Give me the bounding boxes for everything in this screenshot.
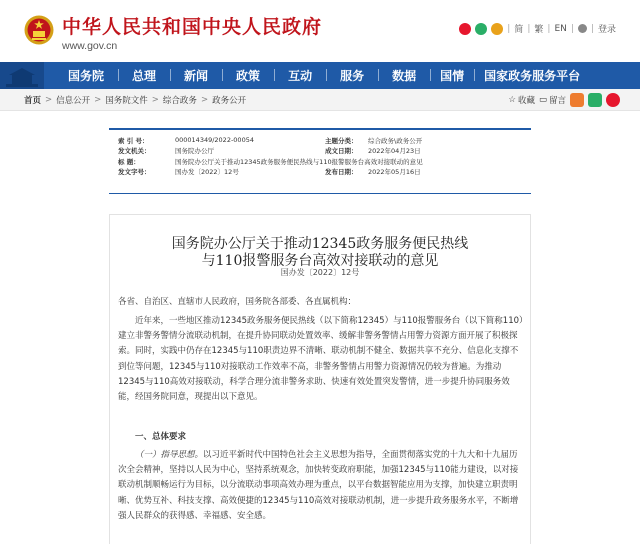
national-emblem-icon[interactable] xyxy=(24,14,54,46)
header-tools: | 简 | 繁 | EN | | 登录 xyxy=(459,22,616,35)
salutation: 各省、自治区、直辖市人民政府，国务院各部委、各直属机构： xyxy=(118,297,357,307)
breadcrumb-general-affairs[interactable]: 综合政务 xyxy=(162,95,197,106)
site-url: www.gov.cn xyxy=(62,40,118,52)
title-value: 国务院办公厅关于推动12345政务服务便民热线与110报警服务台高效对接联动的意见 xyxy=(175,157,423,166)
share-wechat-icon[interactable] xyxy=(588,93,602,107)
subsection-text: 以习近平新时代中国特色社会主义思想为指导，全面贯彻落实党的十九大和十九届历次全会精神，坚持以人民为中心，坚持系统观念，加快转变政府职能，加强12345与110能力建设，以对接联动机制顺畅运行为目标，以分流联动事项高效办理为重点，以平台数据智能应用为支撑，加快建立职责明晰、优势互补、科技支撑、高效便捷的12345与110高效对接联动机制，进一步提升政务服务水平，不断增强人民群众的获得感、幸福感、安全感。 xyxy=(118,450,519,521)
publish-date-value: 2022年05月16日 xyxy=(368,168,421,177)
title-label: 标 题： xyxy=(118,157,140,166)
print-icon: ▭ xyxy=(538,95,547,105)
article-body xyxy=(109,214,531,544)
date-written-label: 成文日期： xyxy=(325,147,358,156)
breadcrumb-open-government[interactable]: 政务公开 xyxy=(212,95,247,106)
nav-item-national-info[interactable]: 国情 xyxy=(430,67,474,84)
nav-item-interaction[interactable]: 互动 xyxy=(274,67,326,84)
nav-item-service-platform[interactable]: 国家政务服务平台 xyxy=(474,67,590,84)
subsection-lead: （一）指导思想。 xyxy=(135,450,204,460)
nav-items xyxy=(44,67,640,84)
doc-no-label: 发文字号： xyxy=(118,168,151,177)
nav-item-service[interactable]: 服务 xyxy=(326,67,378,84)
section-heading: 一、总体要求 xyxy=(135,432,187,442)
doc-no-value: 国办发〔2022〕12号 xyxy=(175,168,239,177)
nav-item-premier[interactable]: 总理 xyxy=(118,67,170,84)
breadcrumb-info-public[interactable]: 信息公开 xyxy=(56,95,91,106)
category-label: 主题分类： xyxy=(325,136,358,145)
nav-item-state-council[interactable]: 国务院 xyxy=(68,69,105,83)
print-button[interactable]: ▭ 留言 xyxy=(538,95,566,106)
doc-title-line-2: 与110报警服务台高效对接联动的意见 xyxy=(201,253,439,269)
breadcrumb: 首页 > 信息公开 > 国务院文件 > 综合政务 > 政务公开 ☆ 收藏 ▭ 留言 xyxy=(0,89,640,111)
info-row xyxy=(109,167,531,178)
site-header xyxy=(0,0,640,62)
index-value: 000014349/2022-00054 xyxy=(175,136,254,145)
breadcrumb-home[interactable]: 首页 xyxy=(24,95,42,106)
info-row xyxy=(109,135,531,146)
paragraph xyxy=(118,448,524,524)
nav-item-news[interactable]: 新闻 xyxy=(170,67,222,84)
nav-item-data[interactable]: 数据 xyxy=(378,67,430,84)
wechat-icon[interactable] xyxy=(475,23,487,35)
doc-info-table xyxy=(109,128,531,194)
site-title[interactable]: 中华人民共和国中央人民政府 xyxy=(62,16,323,38)
nav-item-policy[interactable]: 政策 xyxy=(222,67,274,84)
lang-english-link[interactable]: EN xyxy=(554,23,567,34)
issuer-label: 发文机关： xyxy=(118,147,151,156)
app-icon[interactable] xyxy=(491,23,503,35)
lang-simplified-link[interactable]: 简 xyxy=(514,25,524,35)
category-value: 综合政务\政务公开 xyxy=(368,136,423,145)
lang-traditional-link[interactable]: 繁 xyxy=(534,25,544,35)
info-row xyxy=(109,156,531,167)
index-label: 索 引 号： xyxy=(118,136,149,145)
star-icon: ☆ xyxy=(508,95,516,105)
main-nav xyxy=(0,62,640,89)
favorite-button[interactable]: ☆ 收藏 xyxy=(508,95,535,106)
doc-number: 国办发〔2022〕12号 xyxy=(280,268,360,277)
doc-title-line-1: 国务院办公厅关于推动12345政务服务便民热线 xyxy=(171,236,469,252)
accessibility-icon[interactable] xyxy=(578,24,587,33)
date-written-value: 2022年04月23日 xyxy=(368,147,421,156)
issuer-value: 国务院办公厅 xyxy=(175,147,214,156)
share-qzone-icon[interactable] xyxy=(570,93,584,107)
breadcrumb-state-council-docs[interactable]: 国务院文件 xyxy=(105,95,148,106)
weibo-icon[interactable] xyxy=(459,23,471,35)
publish-date-label: 发布日期： xyxy=(325,168,358,177)
page-tools xyxy=(508,93,620,107)
share-weibo-icon[interactable] xyxy=(606,93,620,107)
info-row xyxy=(109,146,531,157)
paragraph: 近年来，一些地区推动12345政务服务便民热线（以下简称12345）与110报警服务台（以下简称110）建立非警务警情分流联动机制，在提升协同联动处置效率、缓解非警务警情占用警力资源方面开展了积极探索。同时，实践中仍存在12345与110职责边界不清晰、联动机制不健全、数据共享不充分、信息化支撑不到位等问题，12345与110对接联动工作效率不高，非警务警情占用警力资源情况仍较为普遍。为推动12345与110高效对接联动，科学合理分流非警务求助、快速有效处置突发警情，进一步提升协同服务效能，经国务院同意，现提出以下意见。 xyxy=(118,316,524,403)
tiananmen-icon xyxy=(0,62,44,89)
login-link[interactable]: 登录 xyxy=(597,25,616,35)
